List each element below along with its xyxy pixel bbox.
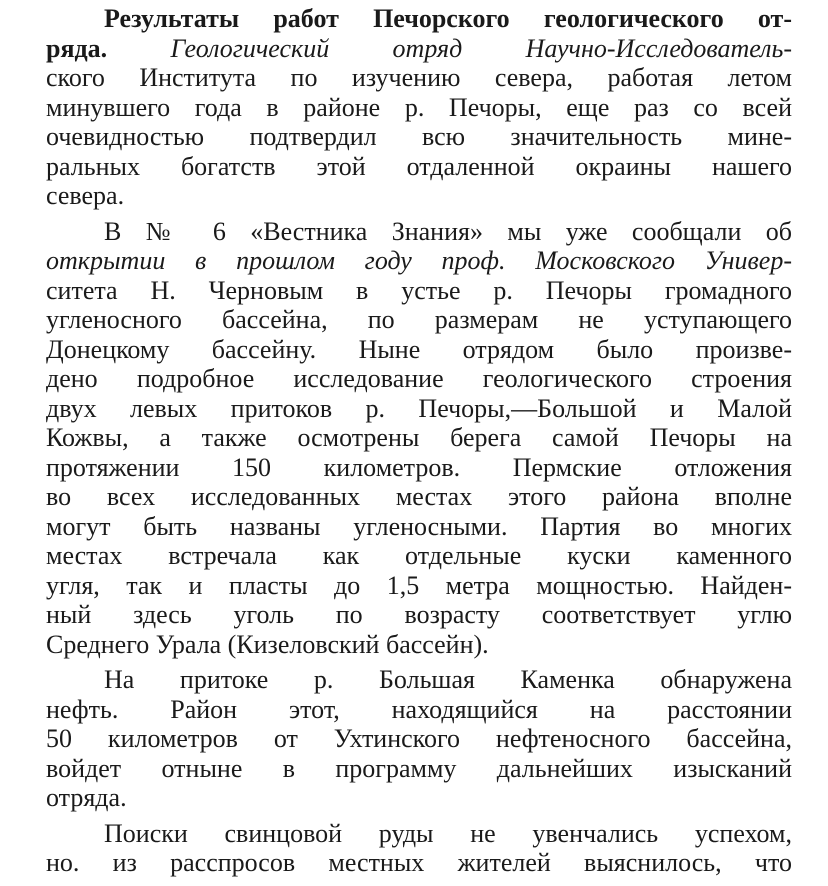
paragraph-2	[46, 217, 792, 660]
text-line	[46, 246, 792, 276]
text-line: На притоке р. Большая Каменка обнаружена	[104, 665, 792, 694]
text-line: нефть. Район этот, находящийся на расстоянии	[46, 694, 792, 724]
text-segment: открытии в прошлом году проф.	[46, 246, 536, 275]
text-line: Донецкому бассейну. Ныне отрядом было произве-	[46, 334, 792, 364]
paragraph-4	[46, 819, 792, 878]
text-line: ского Института по изучению севера, работая летом	[46, 63, 792, 92]
text-line: во всех исследованных местах этого района вполне	[46, 482, 792, 511]
text-line: местах встречала как отдельные куски каменного	[46, 541, 792, 570]
text-line: угленосного бассейна, по размерам не уступающего	[46, 305, 792, 334]
text-line: ный здесь уголь по возрасту соответствует углю	[46, 600, 792, 629]
article-title-line-1: Результаты работ Печорского геологического от-	[104, 4, 792, 33]
text-line: 50 километров от Ухтинского нефтеносного бассейна,	[46, 724, 792, 753]
text-line: очевидностью подтвердил всю значительность мине-	[46, 122, 792, 151]
text-line: ситета Н. Черновым в устье р. Печоры громадного	[46, 275, 792, 305]
text-line: минувшего года в районе р. Печоры, еще раз со всей	[46, 92, 792, 122]
text-line: но. из расспросов местных жителей выяснилось, что	[46, 848, 792, 877]
text-segment: Московского Универ-	[535, 246, 792, 275]
text-line: угля, так и пласты до 1,5 метра мощностью. Найден-	[46, 570, 792, 600]
text-line: могут быть названы угленосными. Партия во многих	[46, 511, 792, 541]
text-line	[46, 34, 792, 64]
text-line: ральных богатств этой отдаленной окраины нашего	[46, 151, 792, 181]
text-line: протяжении 150 километров. Пермские отложения	[46, 452, 792, 482]
paragraph-3	[46, 665, 792, 813]
text-line: Среднего Урала (Кизеловский бассейн).	[46, 629, 489, 659]
text-line: отряда.	[46, 783, 127, 812]
text-line: В № 6 «Вестника Знания» мы уже сообщали об	[104, 216, 792, 246]
article-title-line-2: ряда.	[46, 33, 108, 63]
text-line: дено подробное исследование геологического строения	[46, 364, 792, 393]
text-line: Кожвы, а также осмотрены берега самой Печоры на	[46, 423, 792, 452]
text-line: севера.	[46, 181, 125, 210]
text-line: Поиски свинцовой руды не увенчались успехом,	[104, 818, 792, 848]
text-line: двух левых притоков р. Печоры,—Большой и Малой	[46, 393, 792, 423]
text-line: войдет отныне в программу дальнейших изысканий	[46, 753, 792, 783]
article-column	[46, 4, 792, 884]
text-segment: Геологический отряд Научно-Исследователь-	[107, 33, 792, 63]
paragraph-1	[46, 4, 792, 211]
